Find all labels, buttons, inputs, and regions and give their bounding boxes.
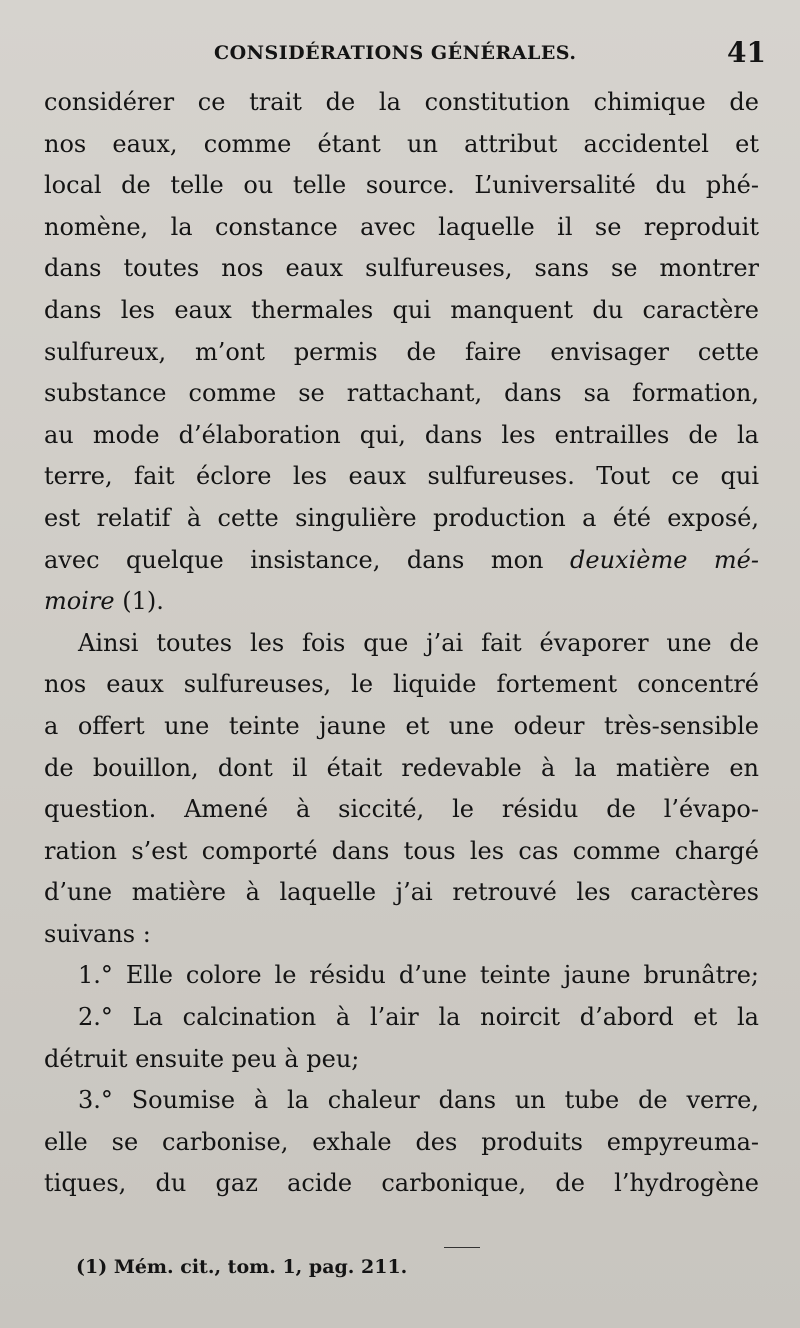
text-line-with-title xyxy=(44,540,759,582)
footnote: (1) Mém. cit., tom. 1, pag. 211. xyxy=(76,1256,408,1278)
text-line: nos eaux sulfureuses, le liquide fortement concentré xyxy=(44,670,759,699)
text-line: ration s’est comporté dans tous les cas comme chargé xyxy=(44,836,759,865)
text-line: considérer ce trait de la constitution chimique de xyxy=(44,88,759,116)
text-line: Ainsi toutes les fois que j’ai fait évaporer une de xyxy=(78,628,759,657)
text-line: terre, fait éclore les eaux sulfureuses. Tout ce qui xyxy=(44,462,759,491)
page-number: 41 xyxy=(727,36,766,69)
running-title: CONSIDÉRATIONS GÉNÉRALES. xyxy=(214,42,577,64)
text-line: nomène, la constance avec laquelle il se reproduit xyxy=(44,212,759,241)
text-line: suivans : xyxy=(44,919,151,948)
text-line: de bouillon, dont il était redevable à la matière en xyxy=(44,753,759,782)
list-item: 3.° Soumise à la chaleur dans un tube de verre, xyxy=(78,1086,759,1115)
text-line: substance comme se rattachant, dans sa formation, xyxy=(44,379,759,408)
text-line: sulfureux, m’ont permis de faire envisager cette xyxy=(44,337,759,366)
text-line: tiques, du gaz acide carbonique, de l’hydrogène xyxy=(44,1169,759,1198)
text-line: a offert une teinte jaune et une odeur très-sensible xyxy=(44,711,759,740)
text-line: elle se carbonise, exhale des produits empyreuma- xyxy=(44,1127,759,1156)
footnote-rule xyxy=(444,1247,480,1248)
memoir-title-continued: moire xyxy=(44,587,115,616)
footnote-reference: (1). xyxy=(122,587,164,616)
text-line: au mode d’élaboration qui, dans les entrailles de la xyxy=(44,420,759,449)
text-line: détruit ensuite peu à peu; xyxy=(44,1044,360,1073)
text-line: dans toutes nos eaux sulfureuses, sans se montrer xyxy=(44,254,759,283)
text-line-with-title xyxy=(44,581,759,623)
list-item: 1.° Elle colore le résidu d’une teinte jaune brunâtre; xyxy=(78,961,759,990)
text-fragment: avec quelque insistance, dans mon xyxy=(44,545,544,574)
text-line: local de telle ou telle source. L’universalité du phé- xyxy=(44,171,759,200)
memoir-title: deuxième mé- xyxy=(570,545,759,574)
body-text xyxy=(44,82,759,1205)
text-line: dans les eaux thermales qui manquent du caractère xyxy=(44,295,759,324)
list-item: 2.° La calcination à l’air la noircit d’abord et la xyxy=(78,1003,759,1032)
text-line: question. Amené à siccité, le résidu de l’évapo- xyxy=(44,795,759,824)
text-line: d’une matière à laquelle j’ai retrouvé les caractères xyxy=(44,878,759,907)
text-line: nos eaux, comme étant un attribut accidentel et xyxy=(44,129,759,158)
text-line: est relatif à cette singulière production a été exposé, xyxy=(44,503,759,532)
